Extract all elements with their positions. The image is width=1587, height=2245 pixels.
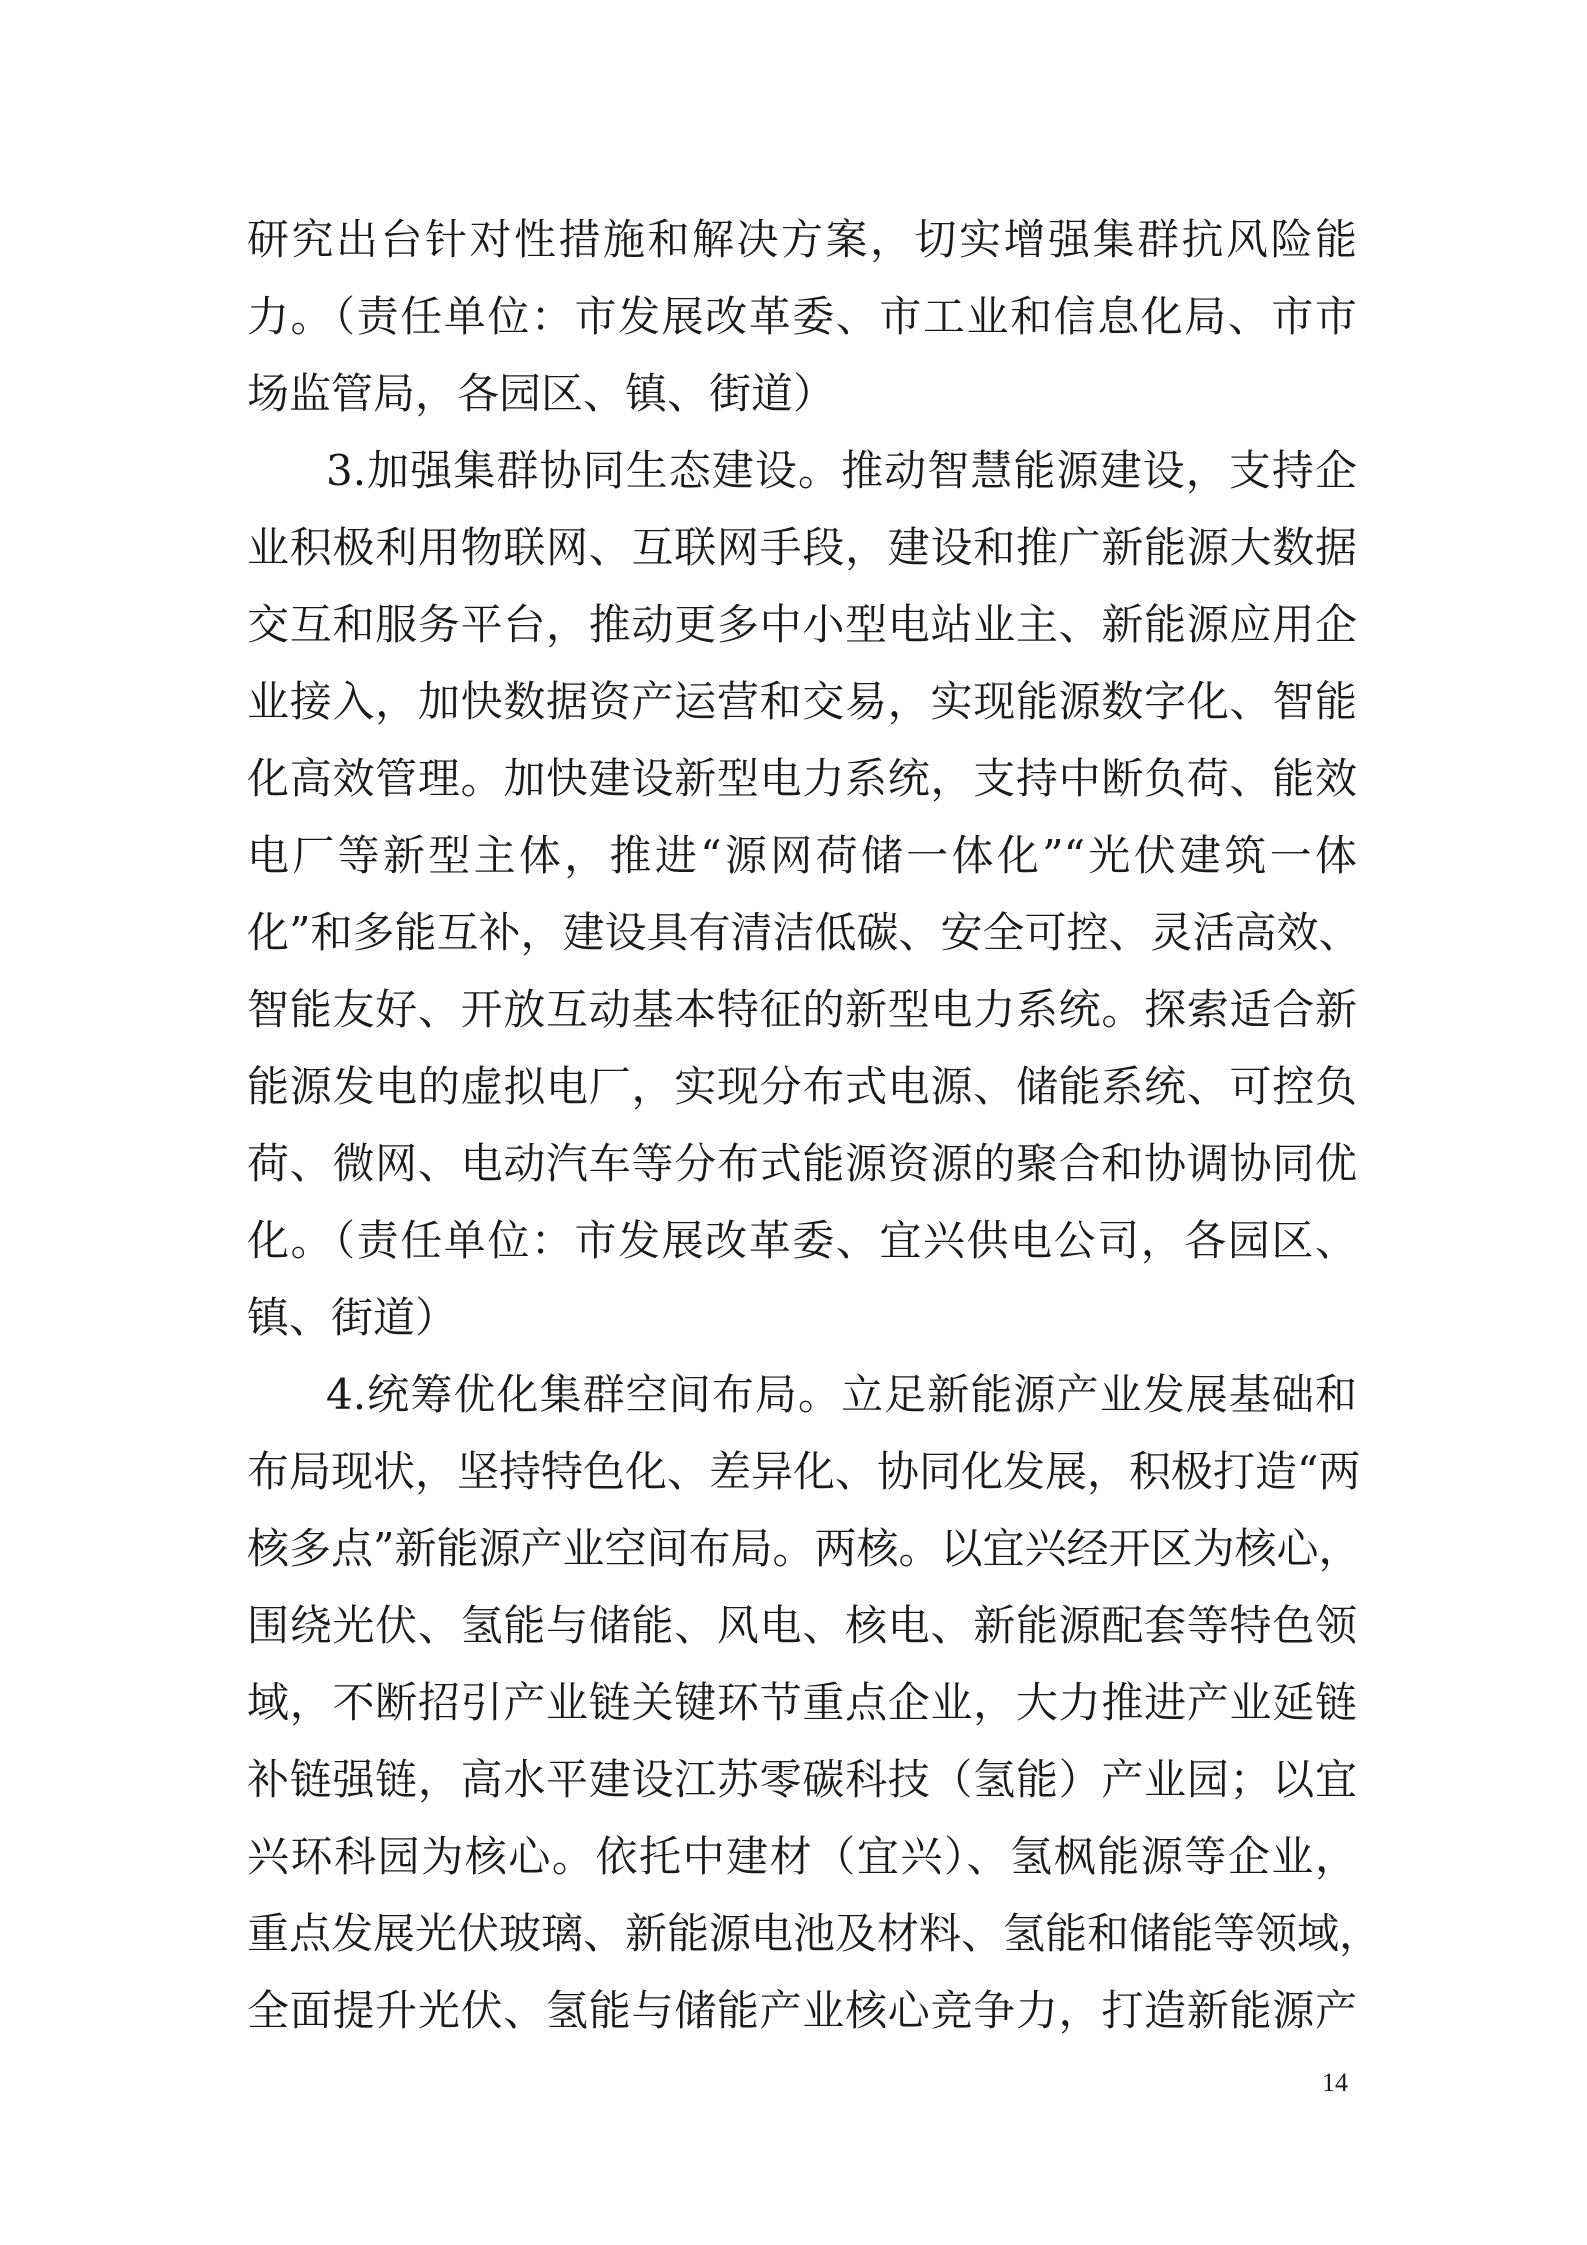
- text-line: 镇、街道）: [247, 1293, 458, 1342]
- text-line: 4.统筹优化集群空间布局。立足新能源产业发展基础和: [326, 1370, 1357, 1419]
- text-line: 能源发电的虚拟电厂，实现分布式电源、储能系统、可控负: [247, 1062, 1357, 1111]
- text-line: 3.加强集群协同生态建设。推动智慧能源建设，支持企: [326, 446, 1357, 495]
- text-line: 核多点”新能源产业空间布局。两核。以宜兴经开区为核心，: [247, 1524, 1361, 1573]
- text-line: 场监管局，各园区、镇、街道）: [247, 369, 836, 418]
- text-line: 化高效管理。加快建设新型电力系统，支持中断负荷、能效: [247, 754, 1357, 803]
- text-line: 重点发展光伏玻璃、新能源电池及材料、氢能和储能等领域，: [247, 1909, 1382, 1958]
- text-line: 布局现状，坚持特色化、差异化、协同化发展，积极打造“两: [247, 1447, 1361, 1496]
- text-line: 全面提升光伏、氢能与储能产业核心竞争力，打造新能源产: [247, 1986, 1357, 2035]
- text-line: 域，不断招引产业链关键环节重点企业，大力推进产业延链: [247, 1678, 1357, 1727]
- page-number: 14: [1322, 2068, 1348, 2097]
- text-line: 电厂等新型主体，推进“源网荷储一体化”“光伏建筑一体: [247, 831, 1357, 880]
- text-line: 力。（责任单位：市发展改革委、市工业和信息化局、市市: [247, 292, 1357, 341]
- text-line: 荷、微网、电动汽车等分布式能源资源的聚合和协调协同优: [247, 1139, 1357, 1188]
- text-line: 补链强链，高水平建设江苏零碳科技（氢能）产业园；以宜: [247, 1755, 1357, 1804]
- text-line: 研究出台针对性措施和解决方案，切实增强集群抗风险能: [247, 215, 1357, 264]
- text-line: 业积极利用物联网、互联网手段，建设和推广新能源大数据: [247, 523, 1357, 572]
- text-line: 业接入，加快数据资产运营和交易，实现能源数字化、智能: [247, 677, 1357, 726]
- text-line: 智能友好、开放互动基本特征的新型电力系统。探索适合新: [247, 985, 1357, 1034]
- text-line: 围绕光伏、氢能与储能、风电、核电、新能源配套等特色领: [247, 1601, 1357, 1650]
- text-line: 交互和服务平台，推动更多中小型电站业主、新能源应用企: [247, 600, 1357, 649]
- text-line: 化。（责任单位：市发展改革委、宜兴供电公司，各园区、: [247, 1216, 1357, 1265]
- text-line: 兴环科园为核心。依托中建材（宜兴）、氢枫能源等企业，: [247, 1832, 1357, 1881]
- text-line: 化”和多能互补，建设具有清洁低碳、安全可控、灵活高效、: [247, 908, 1361, 957]
